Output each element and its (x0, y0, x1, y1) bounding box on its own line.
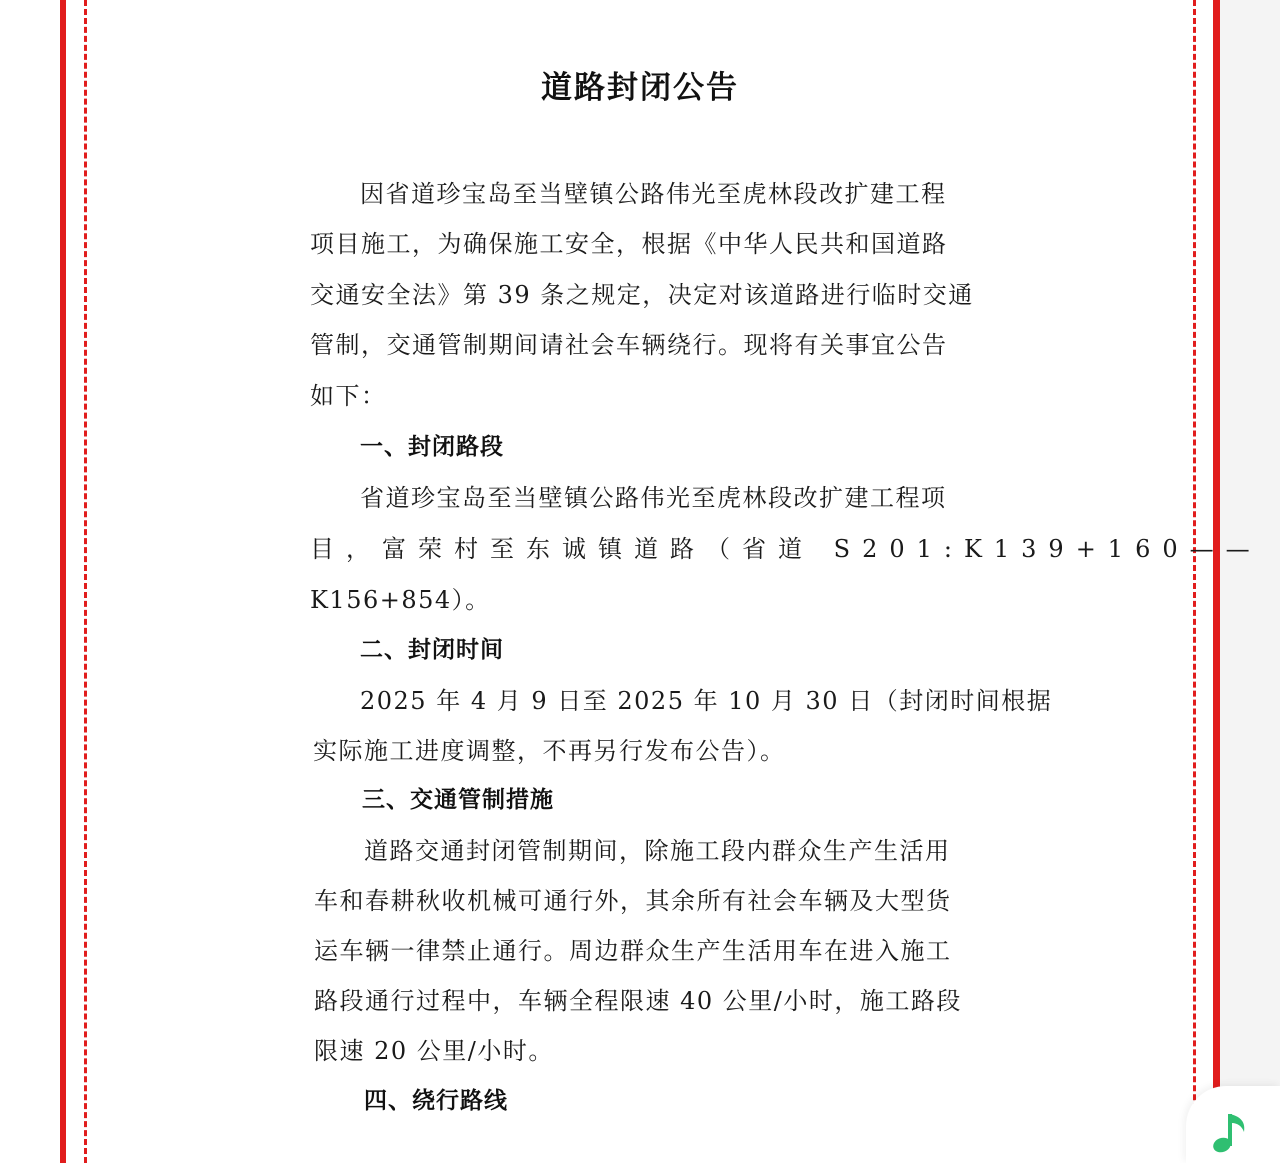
section-line: 运车辆一律禁止通行。周边群众生产生活用车在进入施工 (314, 937, 952, 965)
outer-margin (1220, 0, 1280, 1163)
intro-line: 项目施工，为确保施工安全，根据《中华人民共和国道路 (310, 230, 948, 258)
intro-line: 管制，交通管制期间请社会车辆绕行。现将有关事宜公告 (310, 331, 948, 359)
section-heading-closure-time: 二、封闭时间 (360, 637, 504, 663)
section-heading-detour-route: 四、绕行路线 (364, 1088, 508, 1114)
intro-line: 因省道珍宝岛至当壁镇公路伟光至虎林段改扩建工程 (360, 180, 947, 208)
section-line: 车和春耕秋收机械可通行外，其余所有社会车辆及大型货 (314, 887, 952, 915)
intro-line: 如下： (310, 382, 387, 410)
section-line: 省道珍宝岛至当壁镇公路伟光至虎林段改扩建工程项 (360, 484, 947, 512)
section-heading-traffic-control: 三、交通管制措施 (362, 787, 554, 813)
red-frame-right (1213, 0, 1220, 1163)
dashed-border-left (84, 0, 87, 1163)
section-line: K156+854）。 (310, 586, 491, 614)
document-title: 道路封闭公告 (541, 70, 739, 106)
section-line: 实际施工进度调整，不再另行发布公告）。 (313, 737, 786, 765)
section-line: 2025 年 4 月 9 日至 2025 年 10 月 30 日（封闭时间根据 (360, 687, 1053, 715)
section-line: 道路交通封闭管制期间，除施工段内群众生产生活用 (364, 837, 951, 865)
section-line: 限速 20 公里/小时。 (314, 1037, 554, 1065)
music-note-icon[interactable] (1210, 1108, 1252, 1156)
red-frame-left (60, 0, 66, 1163)
section-line: 目，富荣村至东诚镇道路（省道 S201:K139+160—— (310, 535, 1262, 563)
section-line: 路段通行过程中，车辆全程限速 40 公里/小时，施工路段 (314, 987, 962, 1015)
dashed-border-right (1193, 0, 1196, 1163)
section-heading-closed-road: 一、封闭路段 (360, 434, 504, 460)
intro-line: 交通安全法》第 39 条之规定，决定对该道路进行临时交通 (310, 281, 974, 309)
